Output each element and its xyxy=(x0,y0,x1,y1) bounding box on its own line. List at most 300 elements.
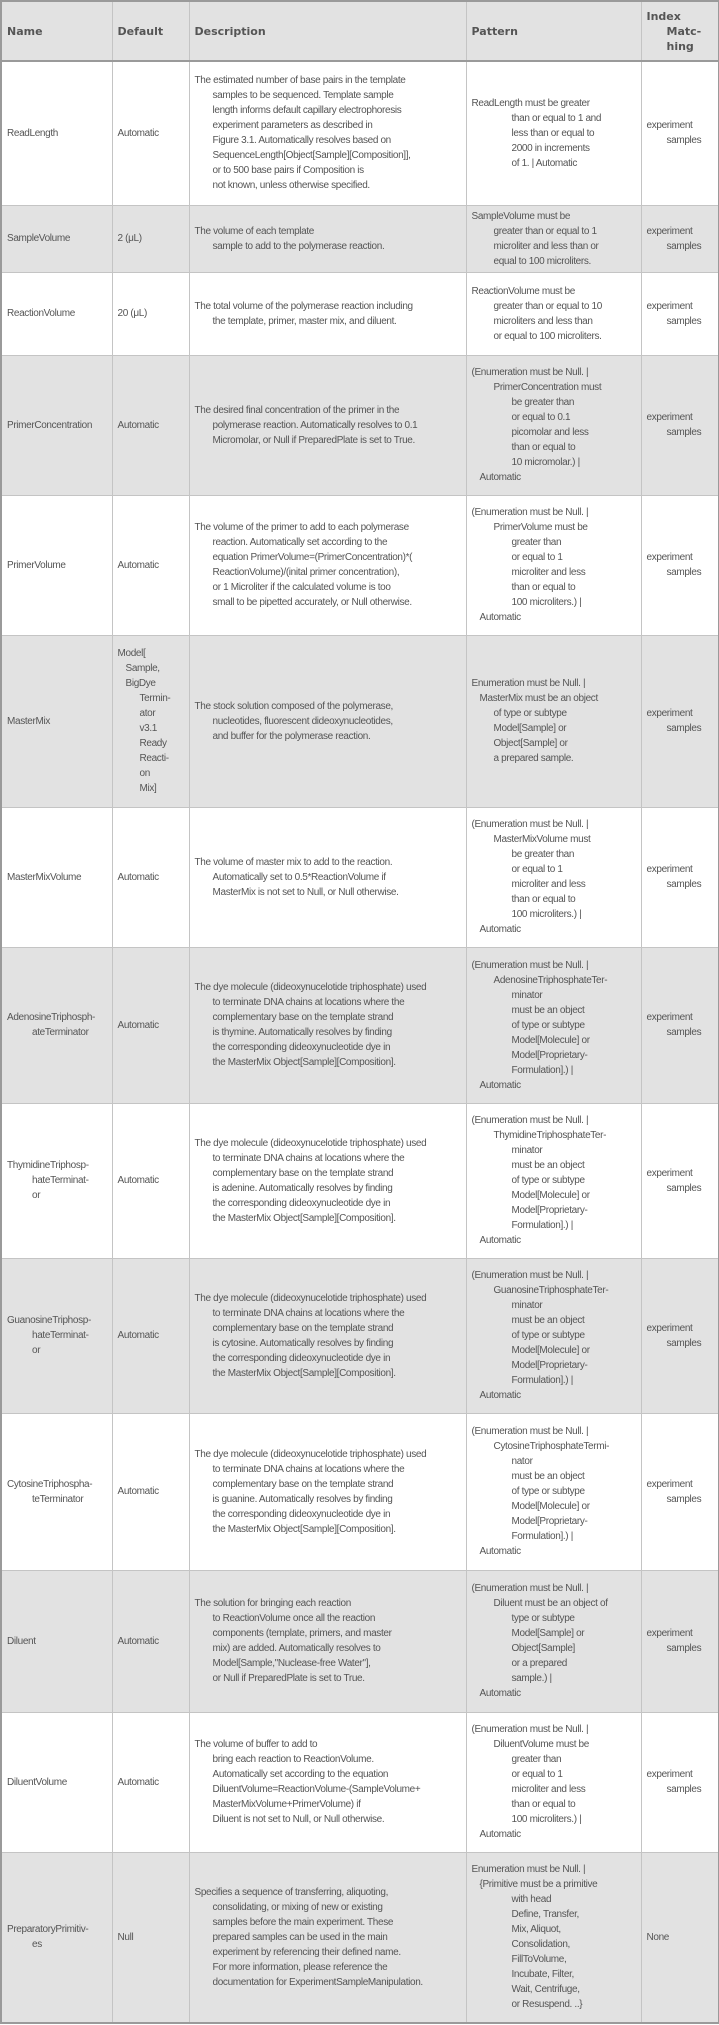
cell-description xyxy=(189,355,466,495)
pattern-line: microliter and less xyxy=(511,567,586,578)
description-line: The volume of each template xyxy=(194,225,315,237)
pattern-line: or equal to 100 microliters. xyxy=(493,330,602,342)
pattern-line: SampleVolume must be xyxy=(471,210,571,222)
cell-name xyxy=(1,272,112,355)
table-header xyxy=(1,1,719,61)
pattern-line: Automatic xyxy=(479,1546,521,1557)
pattern-line: than or equal to xyxy=(511,1799,576,1810)
name-line: MasterMix xyxy=(7,715,50,727)
description-line: is guanine. Automatically resolves by finding xyxy=(212,1493,393,1505)
description-line: experiment parameters as described in xyxy=(212,120,373,132)
cell-name xyxy=(1,355,112,495)
pattern-line: less than or equal to xyxy=(511,127,595,139)
cell-description xyxy=(189,1712,466,1852)
header-index-line: Index xyxy=(646,9,681,23)
cell-description xyxy=(189,1852,466,2023)
description-line: prepared samples can be used in the main xyxy=(212,1931,388,1943)
description-line: to terminate DNA chains at locations where the xyxy=(212,1307,405,1319)
cell-index-matching xyxy=(641,1258,719,1413)
pattern-line: of type or subtype xyxy=(511,1330,585,1341)
cell-default xyxy=(112,807,189,947)
pattern-line: Automatic xyxy=(479,1079,521,1091)
pattern-line: greater than or equal to 10 xyxy=(493,300,602,312)
pattern-line: a prepared sample. xyxy=(493,753,574,764)
table-row xyxy=(1,272,719,355)
description-line: the corresponding dideoxynucleotide dye in xyxy=(212,1508,391,1520)
pattern-line: minator xyxy=(511,1145,543,1156)
description-line: consolidating, or mixing of new or existing xyxy=(212,1901,383,1913)
pattern-line: be greater than xyxy=(511,849,575,860)
table-row xyxy=(1,61,719,205)
description-line: is adenine. Automatically resolves by finding xyxy=(212,1182,393,1194)
name-line: PrimerConcentration xyxy=(7,419,93,431)
pattern-line: nator xyxy=(511,1456,533,1467)
cell-name xyxy=(1,1570,112,1712)
description-line: polymerase reaction. Automatically resolves to 0.1 xyxy=(212,419,418,431)
description-line: The solution for bringing each reaction xyxy=(194,1598,351,1609)
pattern-line: equal to 100 microliters. xyxy=(493,255,591,267)
description-line: Diluent is not set to Null, or Null otherwise. xyxy=(212,1814,385,1825)
pattern-line: MasterMixVolume must xyxy=(493,834,591,845)
index-line: samples xyxy=(666,315,702,327)
default-line: Reacti- xyxy=(139,753,169,764)
header-index-matching xyxy=(641,1,719,61)
cell-default xyxy=(112,1258,189,1413)
description-line: MasterMix is not set to Null, or Null otherwise. xyxy=(212,886,399,898)
cell-pattern xyxy=(466,947,641,1103)
pattern-line: Model[Molecule] or xyxy=(511,1034,590,1046)
cell-default xyxy=(112,1570,189,1712)
description-line: The volume of master mix to add to the reaction. xyxy=(194,856,393,868)
description-line: not known, unless otherwise specified. xyxy=(212,180,370,192)
cell-default xyxy=(112,1852,189,2023)
description-line: complementary base on the template strand xyxy=(212,1012,394,1023)
pattern-line: Model[Sample] or xyxy=(493,723,567,734)
cell-name xyxy=(1,1852,112,2023)
pattern-line: 100 microliters.) | xyxy=(511,909,582,920)
cell-pattern xyxy=(466,1413,641,1570)
name-line: hateTerminat- xyxy=(32,1175,89,1186)
index-line: experiment xyxy=(646,120,693,132)
pattern-line: of 1. | Automatic xyxy=(511,157,578,169)
header-index-line: Matc- xyxy=(666,24,702,38)
description-line: ReactionVolume)/(inital primer concentration), xyxy=(212,567,400,578)
default-line: Automatic xyxy=(117,1175,159,1186)
table-row xyxy=(1,205,719,272)
cell-pattern xyxy=(466,1852,641,2023)
header-row xyxy=(1,1,719,61)
description-line: the corresponding dideoxynucleotide dye in xyxy=(212,1042,391,1053)
cell-description xyxy=(189,807,466,947)
table-row xyxy=(1,1712,719,1852)
pattern-line: or equal to 1 xyxy=(511,1769,563,1780)
pattern-line: Model[Sample] or xyxy=(511,1628,585,1639)
cell-description xyxy=(189,1258,466,1413)
name-line: GuanosineTriphosp- xyxy=(7,1315,91,1326)
pattern-line: ReactionVolume must be xyxy=(471,285,575,297)
default-line: Automatic xyxy=(117,1019,159,1031)
cell-default xyxy=(112,1712,189,1852)
cell-index-matching xyxy=(641,635,719,807)
index-line: samples xyxy=(666,135,702,147)
cell-default xyxy=(112,1103,189,1258)
index-line: experiment xyxy=(646,1478,693,1490)
pattern-line: Formulation].) | xyxy=(511,1064,573,1076)
pattern-line: DiluentVolume must be xyxy=(493,1739,589,1750)
description-line: Figure 3.1. Automatically resolves based on xyxy=(212,135,391,147)
description-line: samples to be sequenced. Template sample xyxy=(212,90,394,102)
pattern-line: microliter and less than or xyxy=(493,240,599,252)
pattern-line: or equal to 0.1 xyxy=(511,412,571,423)
pattern-line: MasterMix must be an object xyxy=(479,693,598,704)
description-line: Automatically set according to the equation xyxy=(212,1769,389,1780)
description-line: SequenceLength[Object[Sample][Composition]], xyxy=(212,150,411,162)
pattern-line: Formulation].) | xyxy=(511,1220,573,1231)
description-line: to ReactionVolume once all the reaction xyxy=(212,1613,376,1624)
cell-default xyxy=(112,1413,189,1570)
pattern-line: microliters and less than xyxy=(493,315,593,327)
name-line: or xyxy=(32,1190,41,1201)
table-row xyxy=(1,947,719,1103)
name-line: PrimerVolume xyxy=(7,559,66,571)
pattern-line: Consolidation, xyxy=(511,1939,570,1951)
description-line: sample to add to the polymerase reaction. xyxy=(212,240,385,252)
table-row xyxy=(1,807,719,947)
cell-name xyxy=(1,635,112,807)
description-line: the corresponding dideoxynucleotide dye in xyxy=(212,1197,391,1209)
description-line: the MasterMix Object[Sample][Composition]. xyxy=(212,1523,396,1535)
name-line: SampleVolume xyxy=(7,233,71,244)
pattern-line: minator xyxy=(511,989,543,1001)
description-line: complementary base on the template strand xyxy=(212,1322,394,1334)
cell-index-matching xyxy=(641,272,719,355)
description-line: equation PrimerVolume=(PrimerConcentration)*( xyxy=(212,552,413,563)
pattern-line: than or equal to xyxy=(511,442,576,453)
pattern-line: 100 microliters.) | xyxy=(511,597,582,608)
default-line: Termin- xyxy=(139,693,171,704)
pattern-line: ReadLength must be greater xyxy=(471,97,590,109)
cell-index-matching xyxy=(641,495,719,635)
cell-default xyxy=(112,635,189,807)
description-line: the MasterMix Object[Sample][Composition]. xyxy=(212,1367,396,1379)
pattern-line: sample.) | xyxy=(511,1673,552,1684)
pattern-line: AdenosineTriphosphateTer- xyxy=(493,974,608,986)
pattern-line: greater than xyxy=(511,1754,562,1765)
cell-index-matching xyxy=(641,1103,719,1258)
pattern-line: of type or subtype xyxy=(511,1175,585,1186)
index-line: samples xyxy=(666,567,702,578)
cell-description xyxy=(189,61,466,205)
pattern-line: 2000 in increments xyxy=(511,142,590,154)
description-line: DiluentVolume=ReactionVolume-(SampleVolume+ xyxy=(212,1784,421,1795)
index-line: samples xyxy=(666,1643,702,1654)
pattern-line: PrimerVolume must be xyxy=(493,522,588,533)
default-line: Automatic xyxy=(117,871,159,883)
index-line: experiment xyxy=(646,225,693,237)
cell-pattern xyxy=(466,272,641,355)
cell-description xyxy=(189,947,466,1103)
index-line: experiment xyxy=(646,1012,693,1023)
pattern-line: (Enumeration must be Null. | xyxy=(471,367,589,378)
pattern-line: (Enumeration must be Null. | xyxy=(471,507,589,518)
description-line: The volume of buffer to add to xyxy=(194,1739,318,1750)
pattern-line: or equal to 1 xyxy=(511,864,563,875)
description-line: Micromolar, or Null if PreparedPlate is set to True. xyxy=(212,434,415,446)
table-row xyxy=(1,1852,719,2023)
description-line: to terminate DNA chains at locations where the xyxy=(212,997,405,1008)
description-line: length informs default capillary electrophoresis xyxy=(212,105,402,117)
cell-default xyxy=(112,947,189,1103)
cell-name xyxy=(1,1712,112,1852)
description-line: bring each reaction to ReactionVolume. xyxy=(212,1754,374,1765)
cell-name xyxy=(1,1258,112,1413)
pattern-line: with head xyxy=(511,1894,552,1906)
name-line: es xyxy=(32,1939,42,1951)
name-line: DiluentVolume xyxy=(7,1776,67,1788)
default-line: 20 (μL) xyxy=(117,308,147,319)
index-line: samples xyxy=(666,1027,702,1038)
pattern-line: FillToVolume, xyxy=(511,1954,567,1966)
cell-name xyxy=(1,61,112,205)
pattern-line: Model[Proprietary- xyxy=(511,1516,588,1527)
table-row xyxy=(1,635,719,807)
table-row xyxy=(1,1413,719,1570)
description-line: For more information, please reference the xyxy=(212,1961,388,1973)
default-line: Automatic xyxy=(117,1486,159,1497)
pattern-line: Model[Molecule] or xyxy=(511,1345,590,1356)
pattern-line: Model[Molecule] or xyxy=(511,1501,590,1512)
index-line: samples xyxy=(666,240,702,252)
table-row xyxy=(1,495,719,635)
pattern-line: ThymidineTriphosphateTer- xyxy=(493,1130,607,1141)
pattern-line: must be an object xyxy=(511,1160,585,1171)
pattern-line: Automatic xyxy=(479,1390,521,1401)
pattern-line: 10 micromolar.) | xyxy=(511,457,580,468)
name-line: CytosineTriphospha- xyxy=(7,1478,93,1490)
pattern-line: Mix, Aliquot, xyxy=(511,1924,561,1936)
cell-index-matching xyxy=(641,205,719,272)
description-line: The stock solution composed of the polymerase, xyxy=(194,700,393,712)
name-line: AdenosineTriphosph- xyxy=(7,1012,96,1023)
description-line: The total volume of the polymerase reaction including xyxy=(194,300,413,312)
pattern-line: type or subtype xyxy=(511,1613,575,1624)
pattern-line: must be an object xyxy=(511,1471,585,1482)
header-default: Default xyxy=(112,1,189,61)
cell-pattern xyxy=(466,1570,641,1712)
description-line: to terminate DNA chains at locations where the xyxy=(212,1463,405,1475)
pattern-line: (Enumeration must be Null. | xyxy=(471,1115,589,1126)
default-line: Null xyxy=(117,1931,134,1943)
default-line: Automatic xyxy=(117,1330,159,1341)
index-line: experiment xyxy=(646,1628,693,1639)
pattern-line: Model[Proprietary- xyxy=(511,1205,588,1216)
description-line: The desired final concentration of the primer in the xyxy=(194,404,400,416)
description-line: Automatically set to 0.5*ReactionVolume if xyxy=(212,871,386,883)
description-line: Model[Sample,"Nuclease-free Water"], xyxy=(212,1658,371,1669)
pattern-line: Enumeration must be Null. | xyxy=(471,678,586,689)
index-line: samples xyxy=(666,723,702,734)
pattern-line: (Enumeration must be Null. | xyxy=(471,1270,589,1281)
default-line: Automatic xyxy=(117,559,159,571)
cell-index-matching xyxy=(641,1852,719,2023)
cell-name xyxy=(1,1103,112,1258)
header-pattern: Pattern xyxy=(466,1,641,61)
pattern-line: of type or subtype xyxy=(511,1019,585,1031)
default-line: Automatic xyxy=(117,1776,159,1788)
cell-name xyxy=(1,947,112,1103)
description-line: the corresponding dideoxynucleotide dye in xyxy=(212,1352,391,1364)
name-line: or xyxy=(32,1345,41,1356)
pattern-line: Formulation].) | xyxy=(511,1531,573,1542)
pattern-line: {Primitive must be a primitive xyxy=(479,1879,598,1891)
pattern-line: than or equal to xyxy=(511,582,576,593)
cell-pattern xyxy=(466,495,641,635)
description-line: the template, primer, master mix, and diluent. xyxy=(212,315,397,327)
description-line: experiment by referencing their defined name. xyxy=(212,1946,401,1958)
pattern-line: Object[Sample] or xyxy=(493,738,568,749)
description-line: The dye molecule (dideoxynucelotide triphosphate) used xyxy=(194,1448,427,1460)
cell-pattern xyxy=(466,355,641,495)
default-line: on xyxy=(139,768,150,779)
pattern-line: microliter and less xyxy=(511,1784,586,1795)
cell-name xyxy=(1,1413,112,1570)
cell-index-matching xyxy=(641,355,719,495)
description-line: The dye molecule (dideoxynucelotide triphosphate) used xyxy=(194,1292,427,1304)
pattern-line: than or equal to 1 and xyxy=(511,112,602,124)
description-line: The dye molecule (dideoxynucelotide triphosphate) used xyxy=(194,1137,427,1149)
cell-name xyxy=(1,807,112,947)
pattern-line: or a prepared xyxy=(511,1658,567,1669)
description-line: mix) are added. Automatically resolves to xyxy=(212,1643,381,1654)
pattern-line: Model[Proprietary- xyxy=(511,1360,588,1371)
cell-pattern xyxy=(466,1103,641,1258)
pattern-line: CytosineTriphosphateTermi- xyxy=(493,1441,610,1452)
cell-default xyxy=(112,495,189,635)
index-line: samples xyxy=(666,1784,702,1795)
description-line: and buffer for the polymerase reaction. xyxy=(212,730,371,742)
index-line: samples xyxy=(666,879,702,890)
pattern-line: minator xyxy=(511,1300,543,1311)
cell-pattern xyxy=(466,61,641,205)
description-line: complementary base on the template strand xyxy=(212,1478,394,1490)
index-line: samples xyxy=(666,427,702,438)
index-line: experiment xyxy=(646,300,693,312)
description-line: Specifies a sequence of transferring, aliquoting, xyxy=(194,1886,389,1898)
description-line: MasterMixVolume+PrimerVolume) if xyxy=(212,1799,361,1810)
name-line: hateTerminat- xyxy=(32,1330,89,1341)
pattern-line: Automatic xyxy=(479,1829,521,1840)
pattern-line: 100 microliters.) | xyxy=(511,1814,582,1825)
header-name: Name xyxy=(1,1,112,61)
index-line: samples xyxy=(666,1493,702,1505)
header-description: Description xyxy=(189,1,466,61)
cell-description xyxy=(189,1103,466,1258)
pattern-line: be greater than xyxy=(511,397,575,408)
description-line: documentation for ExperimentSampleManipulation. xyxy=(212,1976,423,1988)
table-row xyxy=(1,355,719,495)
cell-pattern xyxy=(466,1258,641,1413)
pattern-line: Automatic xyxy=(479,612,521,623)
default-line: Automatic xyxy=(117,127,159,139)
index-line: experiment xyxy=(646,864,693,875)
pattern-line: or Resuspend. ..} xyxy=(511,1999,583,2011)
table-row xyxy=(1,1570,719,1712)
pattern-line: Model[Molecule] or xyxy=(511,1190,590,1201)
description-line: reaction. Automatically set according to the xyxy=(212,537,388,548)
name-line: MasterMixVolume xyxy=(7,871,82,883)
default-line: ator xyxy=(139,708,156,719)
table-row xyxy=(1,1258,719,1413)
default-line: Automatic xyxy=(117,1635,159,1647)
pattern-line: GuanosineTriphosphateTer- xyxy=(493,1285,609,1296)
description-line: or 1 Microliter if the calculated volume is too xyxy=(212,582,391,593)
pattern-line: (Enumeration must be Null. | xyxy=(471,959,589,971)
description-line: or Null if PreparedPlate is set to True. xyxy=(212,1673,365,1684)
index-line: samples xyxy=(666,1337,702,1349)
description-line: nucleotides, fluorescent dideoxynucleotides, xyxy=(212,715,393,727)
description-line: to terminate DNA chains at locations where the xyxy=(212,1152,405,1164)
pattern-line: than or equal to xyxy=(511,894,576,905)
cell-pattern xyxy=(466,807,641,947)
default-line: v3.1 xyxy=(139,723,158,734)
description-line: the MasterMix Object[Sample][Composition]. xyxy=(212,1212,396,1224)
cell-default xyxy=(112,205,189,272)
cell-index-matching xyxy=(641,807,719,947)
pattern-line: picomolar and less xyxy=(511,427,589,438)
cell-description xyxy=(189,495,466,635)
cell-index-matching xyxy=(641,1712,719,1852)
pattern-line: Diluent must be an object of xyxy=(493,1598,608,1609)
name-line: ReadLength xyxy=(7,127,58,139)
default-line: Model[ xyxy=(117,648,146,659)
index-line: experiment xyxy=(646,1769,693,1780)
cell-description xyxy=(189,205,466,272)
description-line: samples before the main experiment. These xyxy=(212,1916,394,1928)
default-line: Sample, xyxy=(125,663,160,674)
pattern-line: (Enumeration must be Null. | xyxy=(471,1426,589,1437)
pattern-line: Automatic xyxy=(479,1235,521,1246)
pattern-line: Define, Transfer, xyxy=(511,1909,579,1921)
cell-description xyxy=(189,1413,466,1570)
cell-index-matching xyxy=(641,947,719,1103)
name-line: ThymidineTriphosp- xyxy=(7,1160,89,1171)
description-line: is thymine. Automatically resolves by finding xyxy=(212,1027,392,1038)
pattern-line: Automatic xyxy=(479,924,521,935)
cell-description xyxy=(189,272,466,355)
pattern-line: must be an object xyxy=(511,1004,585,1016)
pattern-line: Enumeration must be Null. | xyxy=(471,1864,586,1876)
description-line: The volume of the primer to add to each polymerase xyxy=(194,522,409,533)
description-line: The dye molecule (dideoxynucelotide triphosphate) used xyxy=(194,982,427,993)
index-line: samples xyxy=(666,1182,702,1194)
pattern-line: Formulation].) | xyxy=(511,1375,573,1386)
cell-pattern xyxy=(466,205,641,272)
cell-name xyxy=(1,205,112,272)
description-line: The estimated number of base pairs in the template xyxy=(194,75,406,87)
description-line: complementary base on the template strand xyxy=(212,1167,394,1179)
cell-default xyxy=(112,272,189,355)
index-line: experiment xyxy=(646,708,693,719)
pattern-line: PrimerConcentration must xyxy=(493,382,602,393)
pattern-line: (Enumeration must be Null. | xyxy=(471,1583,589,1594)
description-line: components (template, primers, and master xyxy=(212,1628,392,1639)
pattern-line: greater than or equal to 1 xyxy=(493,225,597,237)
description-line: is cytosine. Automatically resolves by finding xyxy=(212,1337,394,1349)
pattern-line: (Enumeration must be Null. | xyxy=(471,819,589,830)
description-line: the MasterMix Object[Sample][Composition]. xyxy=(212,1057,396,1068)
pattern-line: greater than xyxy=(511,537,562,548)
table-row xyxy=(1,1103,719,1258)
